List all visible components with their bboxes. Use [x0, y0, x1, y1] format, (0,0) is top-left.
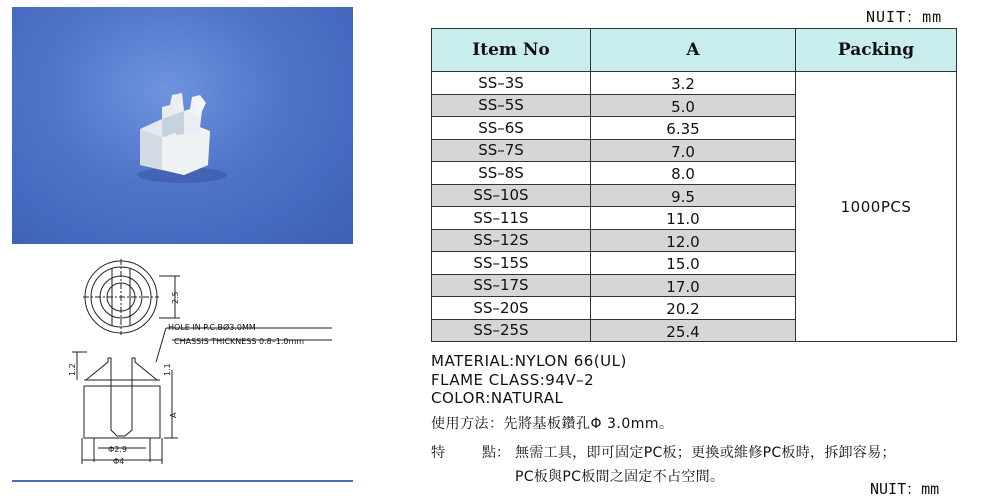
- a-cell: 11.0: [591, 207, 796, 230]
- item-cell: SS–15S: [432, 252, 591, 275]
- material-line: MATERIAL:NYLON 66(UL): [431, 352, 627, 370]
- item-cell: SS–6S: [432, 117, 591, 140]
- table-header-row: [432, 29, 957, 72]
- item-cell: SS–8S: [432, 162, 591, 185]
- dim-1-2: 1.2: [68, 363, 77, 376]
- header-item-no: Item No: [432, 29, 591, 72]
- item-cell: SS–5S: [432, 94, 591, 117]
- cut-unit-label: NUIT：mm: [870, 480, 940, 498]
- item-cell: SS–17S: [432, 274, 591, 297]
- item-cell: SS–12S: [432, 229, 591, 252]
- a-cell: 12.0: [591, 229, 796, 252]
- dim-2-5: 2.5: [171, 291, 180, 304]
- a-cell: 3.2: [591, 72, 796, 95]
- packing-cell: 1000PCS: [796, 72, 957, 342]
- dim-a: A: [169, 412, 178, 418]
- a-cell: 7.0: [591, 139, 796, 162]
- material-notes: [431, 352, 627, 408]
- item-cell: SS–3S: [432, 72, 591, 95]
- item-cell: SS–10S: [432, 184, 591, 207]
- a-cell: 17.0: [591, 274, 796, 297]
- feature-label-1: 特: [431, 445, 445, 461]
- feature-line-1: 無需工具，即可固定PC板；更換或維修PC板時，拆卸容易；: [515, 445, 896, 461]
- a-cell: 20.2: [591, 297, 796, 320]
- a-cell: 25.4: [591, 319, 796, 342]
- a-cell: 9.5: [591, 184, 796, 207]
- item-cell: SS–7S: [432, 139, 591, 162]
- dimension-drawing: [12, 252, 353, 484]
- header-packing: Packing: [796, 29, 957, 72]
- feature-line-2: PC板與PC板間之固定不占空間。: [515, 469, 725, 485]
- table-row: [432, 72, 957, 95]
- technical-drawing: [12, 252, 353, 484]
- dim-1-1: 1.1: [163, 363, 172, 376]
- spec-table: [431, 28, 957, 342]
- item-cell: SS–20S: [432, 297, 591, 320]
- a-cell: 5.0: [591, 94, 796, 117]
- item-cell: SS–25S: [432, 319, 591, 342]
- usage-line: 使用方法：先將基板鑽孔Φ 3.0mm。: [431, 416, 674, 432]
- color-line: COLOR:NATURAL: [431, 389, 564, 407]
- item-cell: SS–11S: [432, 207, 591, 230]
- product-photo: [12, 7, 353, 244]
- unit-label: NUIT：mm: [866, 8, 943, 26]
- a-cell: 8.0: [591, 162, 796, 185]
- dim-phi-4: Φ4: [113, 457, 125, 466]
- feature-label-2: 點：: [482, 445, 510, 461]
- chassis-note: CHASSIS THICKNESS 0.8–1.0mm: [174, 337, 305, 346]
- spacer-photo-graphic: [12, 7, 353, 244]
- divider-line: [12, 480, 353, 482]
- header-a: A: [591, 29, 796, 72]
- flame-class-line: FLAME CLASS:94V–2: [431, 370, 595, 389]
- a-cell: 15.0: [591, 252, 796, 275]
- hole-note: HOLE IN P.C.BØ3.0MM: [168, 323, 256, 332]
- dim-phi-2-9: Φ2.9: [108, 445, 128, 454]
- a-cell: 6.35: [591, 117, 796, 140]
